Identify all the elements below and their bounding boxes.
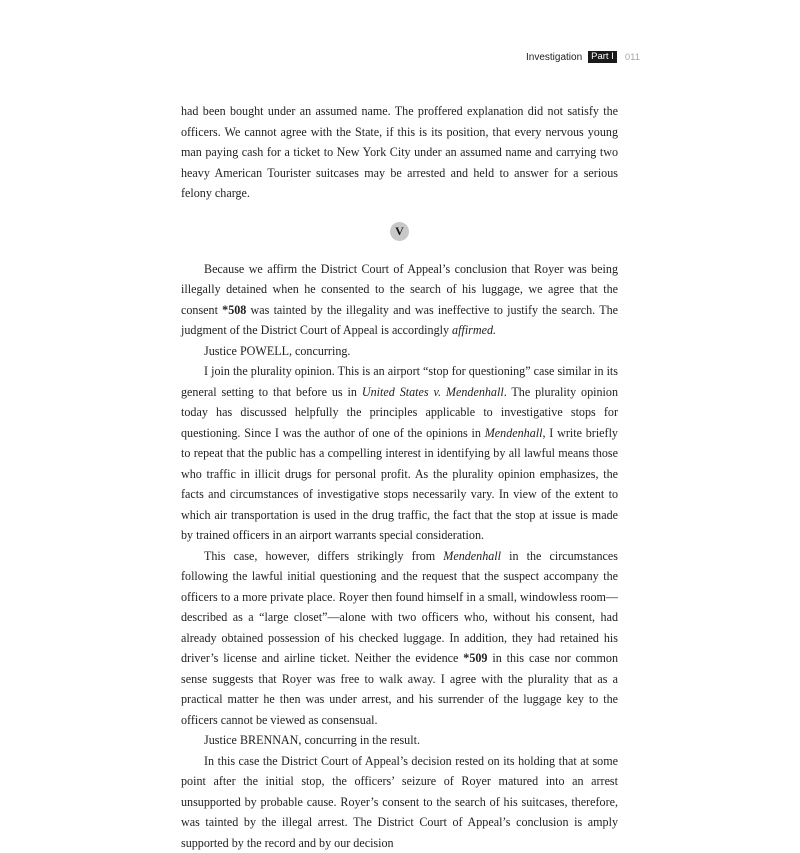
chapter-title: Investigation <box>526 52 582 63</box>
heading-powell: Justice POWELL, concurring. <box>181 341 618 362</box>
star-page-marker: *508 <box>222 303 246 317</box>
heading-brennan: Justice BRENNAN, concurring in the result. <box>181 730 618 751</box>
text-run: This case, however, differs strikingly from <box>204 549 443 563</box>
case-citation: United States v. Mendenhall <box>362 385 504 399</box>
text-run: Because we affirm the District Court of Appeal’s conclusion that Royer was being illegally detained when he consented to the search of his luggage, we agree that the consent <box>181 262 618 317</box>
case-citation: Mendenhall <box>485 426 543 440</box>
paragraph-powell <box>181 361 618 546</box>
text-run: I join the plurality opinion. This is an airport “stop for questioning” case similar in its general setting to that before us in <box>181 364 618 399</box>
running-header <box>526 51 640 63</box>
text-run: in this case nor common sense suggests that Royer was free to walk away. I agree with the plurality that as a practical matter he then was under arrest, and his surrender of the luggage key to the officers cannot be viewed as consensual. <box>181 651 618 727</box>
page-number: 011 <box>625 52 640 63</box>
section-marker <box>181 220 618 244</box>
text-run: in the circumstances following the lawful initial questioning and the request that the suspect accompany the officers to a more private place. Royer then found himself in a small, windowless room—described as a “large closet”—alone with two officers who, without his consent, had already obtained possession of his checked luggage. In addition, they had retained his driver’s license and airline ticket. Neither the evidence <box>181 549 618 666</box>
section-number-badge: V <box>390 222 409 241</box>
paragraph-brennan: In this case the District Court of Appeal’s decision rested on its holding that at some point after the initial stop, the officers’ seizure of Royer matured into an arrest unsupported by probable cause. Royer’s consent to the search of his suitcases, therefore, was tainted by the illegal arrest. The District Court of Appeal’s conclusion is amply supported by the record and by our decision <box>181 751 618 853</box>
case-citation: Mendenhall <box>443 549 501 563</box>
paragraph-continuation: had been bought under an assumed name. The proffered explanation did not satisfy the officers. We cannot agree with the State, if this is its position, that every nervous young man paying cash for a ticket to New York City under an assumed name and carrying two heavy American Tourister suitcases may be arrested and held to answer for a serious felony charge. <box>181 101 618 204</box>
emphasis-affirmed: affirmed. <box>452 323 496 337</box>
text-run: was tainted by the illegality and was ineffective to justify the search. The judgment of the District Court of Appeal is accordingly <box>181 303 618 338</box>
paragraph-conclusion <box>181 259 618 341</box>
text-run: . The plurality opinion today has discussed helpfully the principles applicable to investigative stops for questioning. Since I was the author of one of the opinions in <box>181 385 618 440</box>
paragraph-differs <box>181 546 618 731</box>
document-body <box>181 101 618 853</box>
text-run: , I write briefly to repeat that the public has a compelling interest in identifying by all lawful means those who traffic in illicit drugs for personal profit. As the plurality opinion emphasizes, the facts and circumstances of investigative stops necessarily vary. In view of the extent to which air transportation is used in the drug traffic, the fact that the stop at issue is made by trained officers in an airport warrants special consideration. <box>181 426 618 543</box>
star-page-marker: *509 <box>463 651 487 665</box>
part-label: Part I <box>588 51 617 63</box>
